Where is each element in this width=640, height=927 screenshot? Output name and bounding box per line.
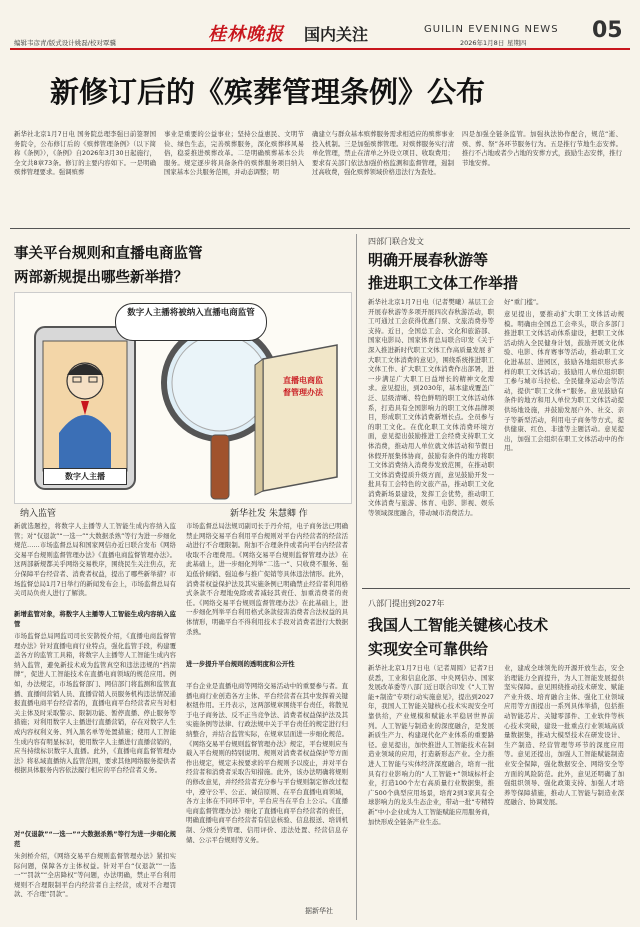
lead-col-1: 新华社北京1月7日电 国务院总理李强日前签署国务院令，公布修订后的《殡葬管理条例》（以下简称《条例》），《条例》自2026年3月30日起施行，全文共8章73条。修订的主要内容如下。一是明确殡葬管理要求。强调殡葬: [14, 130, 156, 177]
right-article-1-col-1: 新华社北京1月7日电（记者樊曦）基层工会开展春秋游等多项开展四次春秋游活动，职工可通过工会获得优惠门票、文旅消费券等支持。近日，全国总工会、文化和旅游部、国家电影局、国家体育总局联合印发《关于深入推进新时代职工文体工作高质量发展 扩大职工文体消费的意见》，围绕系统推进职工文体工作、扩大职工文体消费作出部署，进一步满足广大职工日益增长的精神文化需求。意见提出，到2030年，基本建成覆盖广泛、层级清晰、特色鲜明的职工文体活动体系，打造具有全国影响力的职工文体品牌项目，形成职工文体消费新增长点。全员参与的职工文化。在优化职工文体消费环境方面，意见提出鼓励推进工会经费支持职工文体消费，推动用人单位就文体活动和节假日休假开展集体协商，鼓励有条件的地方将职工文体消费纳入消费券发放范围，在推动职工文体消费提质升级方面，意见鼓励开发一批具有工会特色的文旅产品，推动职工文化消费新场景建设，发挥工会优势，推动职工文体消费与旅游、体育、电影、影视、娱乐等领域深度融合，带动城市消费活力。: [368, 298, 494, 518]
lead-col-2: 事业是重要的公益事业；坚持公益惠民、文明节俭、绿色生态，完善殡葬服务，深化殡葬移风易俗，稳妥推进殡葬改革。二是明确殡葬基本公共服务。规定逐步将具备条件的殡葬服务项目纳入国家基本公共服务范围，并动态调整；明: [164, 130, 304, 177]
right-article-1-quote: 好“重门槛”。: [504, 298, 543, 306]
right-article-1-title-2: 推进职工文体工作举措: [368, 274, 519, 292]
cartoon-caption-left: 纳入监管: [20, 509, 57, 519]
column-divider: [356, 234, 357, 920]
issue-date: 2026年1月8日: [460, 39, 505, 47]
left-article-sub-3: 进一步提升平台规则的透明度和公开性: [186, 660, 295, 668]
lead-col-4: 四是加强全链条监管。加强执法协作配合，规范“逝、殡、葬、祭”各环节服务行为。五是推行节地生态安葬。推行不占地或者少占地的安葬方式，鼓励生态安葬，推行节地安葬。: [462, 130, 622, 167]
cartoon-illustration: [14, 292, 352, 504]
right-article-2-tag: 八部门提出到2027年: [368, 599, 445, 608]
cartoon-sign-text: 数字人主播将被纳入直播电商监管: [127, 308, 255, 318]
right-article-2-title-2: 实现安全可靠供给: [368, 640, 489, 658]
left-article-title-2: 两部新规提出哪些新举措？: [14, 270, 188, 286]
cartoon-tag: 数字人主播: [43, 468, 127, 485]
left-article-sub-1: 新增监管对象，将数字人主播等人工智能生成内容纳入监管: [14, 610, 176, 628]
lead-col-3: 确建立与群众基本殡葬服务需求相适应的殡葬事业投入机制。三是加强殡葬管理。对殡葬服务实行清单化管理，禁止在清单之外设立项目、收取费用；要求有关部门依法加强价格监测和监督管理，遏制过高收费，强化殡葬领域价格违法行为查处。: [312, 130, 454, 177]
left-article-col-1b: 市场监督总局网监司司长安鹊悦介绍，《直播电商监督管理办法》针对直播电商行业特点，强化监管手段，构建覆盖各方的监管工具箱，将数字人主播等人工智能生成内容纳入监管，避免新技术成为监管真空和违法违规的“挡箭牌”，促进人工智能技术在直播电商领域的规范应用。例如，办法规定，市场监督部门、网信部门将监测和监管直播、直播间营销人员、直播营销人员服务机构违法情况通报直播电商平台经营者的，直播电商平台经营者应当对相关主体及时采取警示、限制功能、暂停直播、停止服务等措施；对利用数字人主播进行直播营销，存在对数字人生成内容权利义务、列入黑名单等处置措施；使用人工智能生成内容有明显标识，使用数字人主播进行直播营销的，应当持续标识数字人直播。此外，《直播电商监督管理办法》将私域直播纳入监管范围，要求其他网络服务提供者根据具体服务内容依法履行相应的平台经营者义务。: [14, 632, 176, 775]
left-article-col-1a: 新就选题控，将数字人主播等人工智能生成内容纳入监管；对“仅退款”“一选一”“大数据杀熟”等行为进一步细化规范……市场监督总局和国家网信办近日联合发布《网络交易平台规则监督管理办法》《直播电商监督管理办法》。这两部新规都关乎网络交易秩序，围绕民生关注焦点，充分保障平台经营者、消费者权益，提出了哪些新举措？市场监督总局1月7日举行的新闻发布会上，市场监督总局有关司局负责人进行了解读。: [14, 522, 176, 598]
left-article-source: 据新华社: [305, 907, 333, 915]
header-rule: [10, 48, 630, 50]
right-article-2-title-1: 我国人工智能关键核心技术: [368, 616, 549, 634]
right-article-divider: [362, 588, 630, 589]
left-article-sub-2: 对“仅退款”“一选一”“大数据杀熟”等行为进一步细化规范: [14, 830, 176, 848]
right-article-1-col-2: 意见提出，要推动扩大职工文体活动规模。明确由全国总工会牵头，联合多部门推进职工文体活动体系建设，把职工文体活动纳入全民健身计划，鼓励开展文化体验、电影、体育赛事等活动，推动职工文化进基层、进园区，鼓励各地组织形式多样的职工文体活动；鼓励用人单位组织职工参与城市马拉松、全民健身运动会等活动，提供“职工文体+”服务。意见鼓励有条件的地方和用人单位为职工文体活动提供场地设施，并鼓励发展户外、社交、亲子等新型活动，利用电子商务等方式，提供健康、红色、非遗等主题活动。意见提出，加强工会组织在职工文体活动中的作用。: [504, 310, 624, 453]
right-article-2-col-1: 新华社北京1月7日电（记者周圆）记者7日获悉，工业和信息化部、中央网信办、国家发展改革委等八部门近日联合印发《“人工智能+制造”专项行动实施意见》，提出到2027年，我国人工智能关键核心技术实现安全可靠供给，产业规模和赋能水平稳居世界前列。人工智能与制造业的深度融合，是发展新质生产力、构建现代化产业体系的重要路径。意见提出，加快推进人工智能技术在制造业领域的应用，打造新形态产业。全力推进人工智能与实体经济深度融合，培育一批具有行业影响力的“人工智能+”领域标杆企业，打造100个左右高质量行业数据集，推广500个典型应用场景，培育2到3家具有全球影响力的龙头生态企业，带动一批“专精特新”中小企业成为人工智能赋能应用服务商，加快形成全链条产业生态。: [368, 664, 494, 826]
left-article-title-1: 事关平台规则和直播电商监管: [14, 246, 203, 262]
cartoon-book-title: 直播电商监督管理办法: [283, 376, 323, 397]
editors-line: 编辑韦彦青/版式设计姚磊/校对覃骥: [14, 39, 116, 47]
main-title: 新修订后的《殡葬管理条例》公布: [50, 75, 486, 109]
left-article-col-2b: 平台企业是直播电商等网络交易活动中的重要参与者。直播电商行业创造各方主体、平台经营者在其中发挥着关键枢纽作用。王丹表示，这两部规章围绕平台责任，将散见于电子商务法、反不正当竞争法、消费者权益保护法及其实施条例等法律、行政法规中关于平台责任的规定进行归纳整合，并结合监管实际，在规章层面进一步细化规范。《网络交易平台规则监督管理办法》规定，平台规则应当载入平台规则的特别说明、规则对消费者权益保护等方面作出规定，规定未按要求的平台规则予以废止，并对平台经营者和消费者采取告知措施。此外，该办法明确将规则的修改意见，并经经营者充分参与平台规则制定修改过程中，遵守公平、公正、诚信原则、在平台直播电商领域，各方主体在不同环节中，平台应当在平台上公示。《直播电商监督管理办法》细化了直播电商平台经营者的责任，明确直播电商平台经营者有信息核验、信息报送、培训机制、分级分类管理、信用评价、违法处置、经营信息存储、公示平台规则等义务。: [186, 682, 348, 844]
right-article-1-title-1: 明确开展春秋游等: [368, 251, 489, 269]
left-article-col-1c: 朱剑桥介绍，《网络交易平台规则监督管理办法》紧扣实际问题，保障各方主体权益。针对平台“仅退款”“一选一”“罚款”“全店降权”等问题，办法明确，禁止平台利用规则不合理限制平台内经营者自主经营，或对不合理罚款、不合理“罚款”。: [14, 852, 176, 899]
issue-weekday: 星期四: [507, 39, 527, 47]
right-article-1-tag: 四部门联合发文: [368, 237, 424, 246]
cartoon-caption-right: 新华社发 朱慧卿 作: [230, 509, 308, 519]
page-number: 05: [592, 18, 623, 43]
left-article-col-2a: 市场监督总局法规司副司长于丹介绍，电子商务法已明确禁止网络交易平台利用平台规则对平台内经营者的经营活动进行不合理限制。附加不合理条件或者向平台内经营者收取不合理费用。《网络交易平台规则监督管理办法》在此基础上，进一步细化列举“二选一”、只收费不服务、强迫低价倾销、强迫参与推广促销等具体违法情形。此外，消费者权益保护法及其实施条例已明确禁止经营者利用格式条款不合理地免除或者减轻其责任、加重消费者的责任。《网络交易平台规则监督管理办法》在此基础上，进一步细化列举平台利用格式条款侵害消费者合法权益的具体情形，明确平台不得利用技术手段对消费者进行大数据杀熟。: [186, 522, 348, 636]
right-article-2-col-2: 业，建成全球领先的开源开放生态，安全治理能力全面提升，为人工智能发展提供坚实保障。意见围绕推动技术研发、赋能产业升级、培育融合主体、强化工业领域应用等方面提出一系列具体举措，包括推动智能芯片、关键零部件、工业软件等核心技术突破，建设一批重点行业领域高质量数据集，推动大模型技术在研发设计、生产制造、经营管理等环节的深度应用等。意见还提出，加强人工智能赋能制造业安全保障，强化数据安全、网络安全等方面的风险防范。此外，意见还明确了加强组织领导、强化政策支持、加强人才培养等保障措施，推动人工智能与制造业深度融合、协调发展。: [504, 664, 624, 807]
lead-bottom-rule: [10, 228, 630, 229]
section-name: 国内关注: [304, 25, 369, 44]
newspaper-logo: 桂林晚报: [208, 24, 284, 45]
paper-english-name: GUILIN EVENING NEWS: [424, 24, 559, 35]
